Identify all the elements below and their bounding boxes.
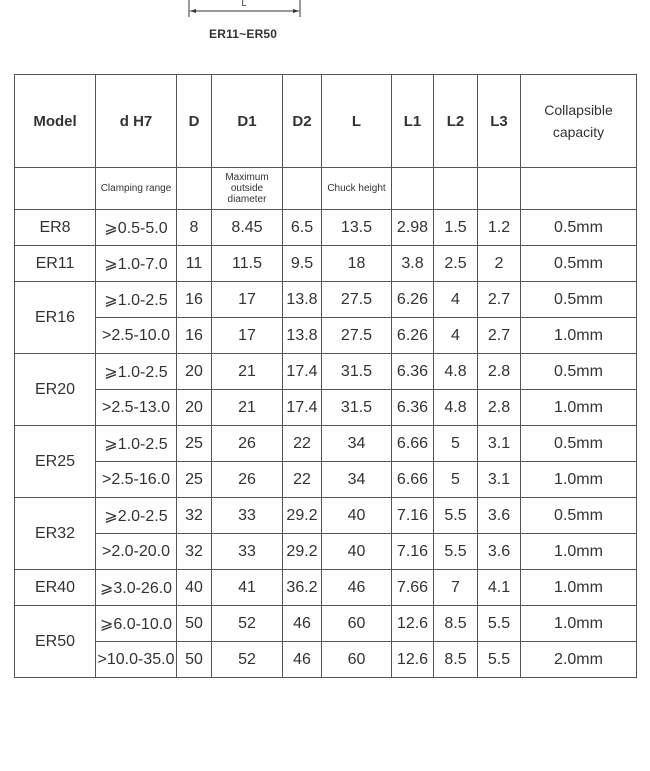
cell-d-h7: >2.0-20.0 [96,534,177,570]
cell-d: 16 [177,318,212,354]
cell-d2: 46 [283,642,322,678]
cell-d-h7: ⩾1.0-2.5 [96,282,177,318]
model-cell: ER16 [15,282,96,354]
header-d1: D1 [212,75,283,168]
header-l: L [322,75,392,168]
header-model: Model [15,75,96,168]
cell-d: 32 [177,498,212,534]
cell-d: 50 [177,642,212,678]
cell-l3: 5.5 [478,642,521,678]
subheader-clamping-range: Clamping range [96,168,177,210]
cell-d1: 21 [212,390,283,426]
cell-d2: 9.5 [283,246,322,282]
cell-l: 27.5 [322,318,392,354]
model-cell: ER8 [15,210,96,246]
cell-l3: 4.1 [478,570,521,606]
cell-l2: 4 [434,282,478,318]
cell-l1: 7.66 [392,570,434,606]
cell-l: 31.5 [322,390,392,426]
cell-l1: 2.98 [392,210,434,246]
dimension-diagram [0,0,650,50]
cell-l3: 3.6 [478,534,521,570]
cell-d2: 22 [283,462,322,498]
cell-d-h7: ⩾1.0-2.5 [96,426,177,462]
cell-d-h7: >2.5-16.0 [96,462,177,498]
model-cell: ER32 [15,498,96,570]
cell-capacity: 0.5mm [521,426,637,462]
cell-d2: 13.8 [283,318,322,354]
cell-capacity: 0.5mm [521,282,637,318]
diagram-caption: ER11~ER50 [209,27,278,41]
table-row [15,498,637,534]
cell-d-h7: ⩾0.5-5.0 [96,210,177,246]
cell-l: 60 [322,606,392,642]
cell-l2: 5 [434,426,478,462]
cell-l3: 2.8 [478,354,521,390]
cell-l2: 5 [434,462,478,498]
table-row [15,570,637,606]
cell-l1: 3.8 [392,246,434,282]
cell-l1: 6.36 [392,390,434,426]
header-l1: L1 [392,75,434,168]
cell-l3: 5.5 [478,606,521,642]
cell-d2: 29.2 [283,534,322,570]
table-row [15,318,637,354]
cell-l: 40 [322,534,392,570]
cell-d: 11 [177,246,212,282]
table-row [15,246,637,282]
cell-d-h7: ⩾2.0-2.5 [96,498,177,534]
cell-d1: 11.5 [212,246,283,282]
header-row [15,75,637,168]
cell-d2: 17.4 [283,390,322,426]
cell-l3: 2.7 [478,282,521,318]
cell-d1: 33 [212,498,283,534]
cell-d1: 52 [212,606,283,642]
cell-d: 32 [177,534,212,570]
cell-d-h7: >2.5-13.0 [96,390,177,426]
cell-l: 60 [322,642,392,678]
cell-l3: 2.8 [478,390,521,426]
cell-l2: 5.5 [434,498,478,534]
cell-d2: 36.2 [283,570,322,606]
cell-l1: 6.36 [392,354,434,390]
cell-l2: 1.5 [434,210,478,246]
header-l3: L3 [478,75,521,168]
cell-d2: 46 [283,606,322,642]
cell-capacity: 1.0mm [521,462,637,498]
cell-d-h7: >10.0-35.0 [96,642,177,678]
header-l2: L2 [434,75,478,168]
cell-d-h7: ⩾3.0-26.0 [96,570,177,606]
cell-l1: 7.16 [392,498,434,534]
cell-d: 40 [177,570,212,606]
cell-capacity: 1.0mm [521,606,637,642]
cell-l1: 12.6 [392,642,434,678]
cell-l: 13.5 [322,210,392,246]
cell-l1: 6.66 [392,426,434,462]
cell-d: 20 [177,390,212,426]
cell-d1: 41 [212,570,283,606]
cell-l: 18 [322,246,392,282]
cell-l1: 12.6 [392,606,434,642]
cell-capacity: 0.5mm [521,210,637,246]
cell-d1: 8.45 [212,210,283,246]
cell-d-h7: ⩾6.0-10.0 [96,606,177,642]
cell-capacity: 0.5mm [521,354,637,390]
cell-d2: 17.4 [283,354,322,390]
subheader-cell [283,168,322,210]
subheader-max-outside-diameter: Maximum outside diameter [212,168,283,210]
subheader-cell [434,168,478,210]
model-cell: ER20 [15,354,96,426]
cell-d-h7: ⩾1.0-7.0 [96,246,177,282]
cell-capacity: 1.0mm [521,534,637,570]
cell-capacity: 0.5mm [521,246,637,282]
cell-l2: 7 [434,570,478,606]
table-row [15,534,637,570]
cell-capacity: 0.5mm [521,498,637,534]
header-capacity: Collapsible capacity [521,75,637,168]
header-d2: D2 [283,75,322,168]
cell-l2: 4 [434,318,478,354]
cell-l: 34 [322,426,392,462]
subheader-cell [15,168,96,210]
model-cell: ER40 [15,570,96,606]
cell-d2: 6.5 [283,210,322,246]
model-cell: ER25 [15,426,96,498]
subheader-row [15,168,637,210]
cell-l: 40 [322,498,392,534]
cell-l: 27.5 [322,282,392,318]
subheader-cell [177,168,212,210]
cell-d: 16 [177,282,212,318]
cell-l: 31.5 [322,354,392,390]
cell-capacity: 2.0mm [521,642,637,678]
cell-l2: 5.5 [434,534,478,570]
cell-l1: 7.16 [392,534,434,570]
cell-d2: 22 [283,426,322,462]
cell-d1: 26 [212,462,283,498]
header-d-h7: d H7 [96,75,177,168]
cell-d1: 33 [212,534,283,570]
cell-d1: 52 [212,642,283,678]
cell-l2: 4.8 [434,390,478,426]
cell-d: 50 [177,606,212,642]
table-row [15,390,637,426]
cell-l2: 8.5 [434,642,478,678]
cell-l1: 6.26 [392,318,434,354]
subheader-cell [521,168,637,210]
cell-d1: 17 [212,282,283,318]
cell-l2: 4.8 [434,354,478,390]
cell-capacity: 1.0mm [521,570,637,606]
subheader-chuck-height: Chuck height [322,168,392,210]
header-d: D [177,75,212,168]
cell-l3: 3.1 [478,462,521,498]
table-body [15,210,637,678]
cell-d: 20 [177,354,212,390]
dimension-line-drawing [0,0,650,50]
cell-d: 8 [177,210,212,246]
cell-l3: 2.7 [478,318,521,354]
cell-l3: 3.6 [478,498,521,534]
cell-d2: 29.2 [283,498,322,534]
cell-l1: 6.66 [392,462,434,498]
cell-l2: 2.5 [434,246,478,282]
cell-d1: 21 [212,354,283,390]
table-row [15,462,637,498]
cell-l2: 8.5 [434,606,478,642]
cell-l3: 2 [478,246,521,282]
table-row [15,282,637,318]
table-row [15,354,637,390]
cell-l: 46 [322,570,392,606]
cell-l1: 6.26 [392,282,434,318]
spec-table [14,74,637,678]
model-cell: ER11 [15,246,96,282]
table-row [15,426,637,462]
cell-d: 25 [177,462,212,498]
cell-capacity: 1.0mm [521,390,637,426]
cell-d1: 17 [212,318,283,354]
cell-l: 34 [322,462,392,498]
table-row [15,642,637,678]
cell-l3: 1.2 [478,210,521,246]
cell-d2: 13.8 [283,282,322,318]
cell-capacity: 1.0mm [521,318,637,354]
cell-d-h7: ⩾1.0-2.5 [96,354,177,390]
model-cell: ER50 [15,606,96,678]
subheader-cell [392,168,434,210]
cell-l3: 3.1 [478,426,521,462]
table-row [15,606,637,642]
table-row [15,210,637,246]
subheader-cell [478,168,521,210]
length-label: L [241,0,247,8]
cell-d1: 26 [212,426,283,462]
cell-d-h7: >2.5-10.0 [96,318,177,354]
cell-d: 25 [177,426,212,462]
